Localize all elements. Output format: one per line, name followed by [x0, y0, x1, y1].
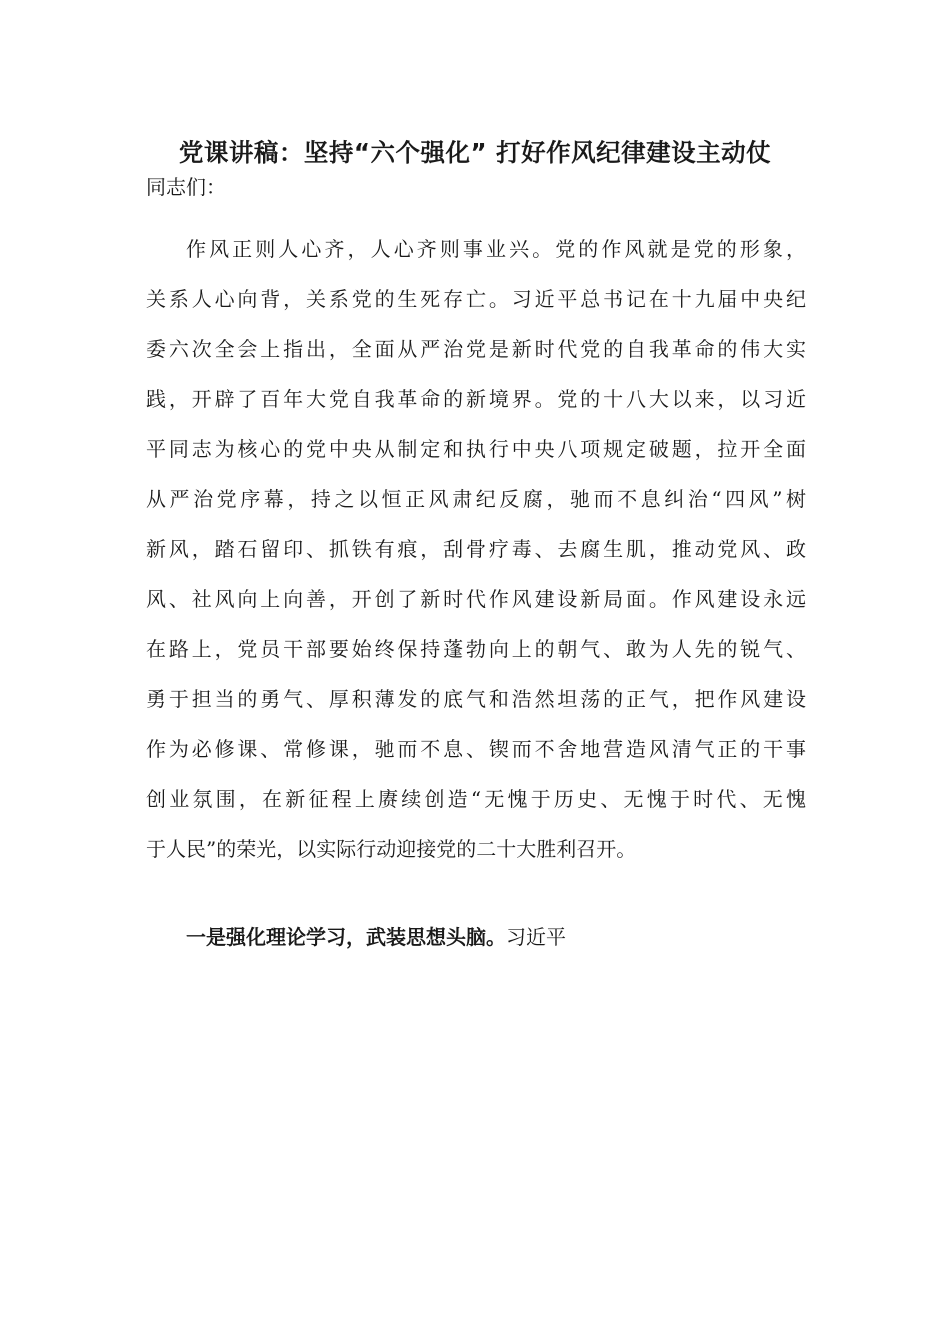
- paragraph-line: 于人民”的荣光，以实际行动迎接党的二十大胜利召开。: [146, 837, 637, 861]
- paragraph-line: 践，开辟了百年大党自我革命的新境界。党的十八大以来，以习近: [146, 387, 806, 411]
- paragraph-line: 新风，踏石留印、抓铁有痕，刮骨疗毒、去腐生肌，推动党风、政: [146, 537, 806, 561]
- salutation: 同志们：: [146, 175, 226, 199]
- document-title: 党课讲稿：坚持“六个强化” 打好作风纪律建设主动仗: [178, 138, 772, 167]
- paragraph-line: 勇于担当的勇气、厚积薄发的底气和浩然坦荡的正气，把作风建设: [146, 687, 806, 711]
- paragraph-line: 创业氛围，在新征程上赓续创造“无愧于历史、无愧于时代、无愧: [146, 787, 806, 811]
- paragraph-line: 关系人心向背，关系党的生死存亡。习近平总书记在十九届中央纪: [146, 287, 806, 311]
- section-paragraph: [186, 922, 566, 952]
- paragraph-line: 平同志为核心的党中央从制定和执行中央八项规定破题，拉开全面: [146, 437, 806, 461]
- paragraph-line: 委六次全会上指出，全面从严治党是新时代党的自我革命的伟大实: [146, 337, 806, 361]
- body-paragraph: [146, 234, 806, 884]
- paragraph-line: 风、社风向上向善，开创了新时代作风建设新局面。作风建设永远: [146, 587, 806, 611]
- paragraph-line: 从严治党序幕，持之以恒正风肃纪反腐，驰而不息纠治“四风”树: [146, 487, 806, 511]
- paragraph-line: 在路上，党员干部要始终保持蓬勃向上的朝气、敢为人先的锐气、: [146, 637, 806, 661]
- section-heading: 一是强化理论学习，武装思想头脑。: [186, 925, 506, 949]
- section-text: 习近平: [506, 925, 566, 949]
- paragraph-line: 作为必修课、常修课，驰而不息、锲而不舍地营造风清气正的干事: [146, 737, 806, 761]
- paragraph-line: 作风正则人心齐，人心齐则事业兴。党的作风就是党的形象，: [186, 237, 806, 261]
